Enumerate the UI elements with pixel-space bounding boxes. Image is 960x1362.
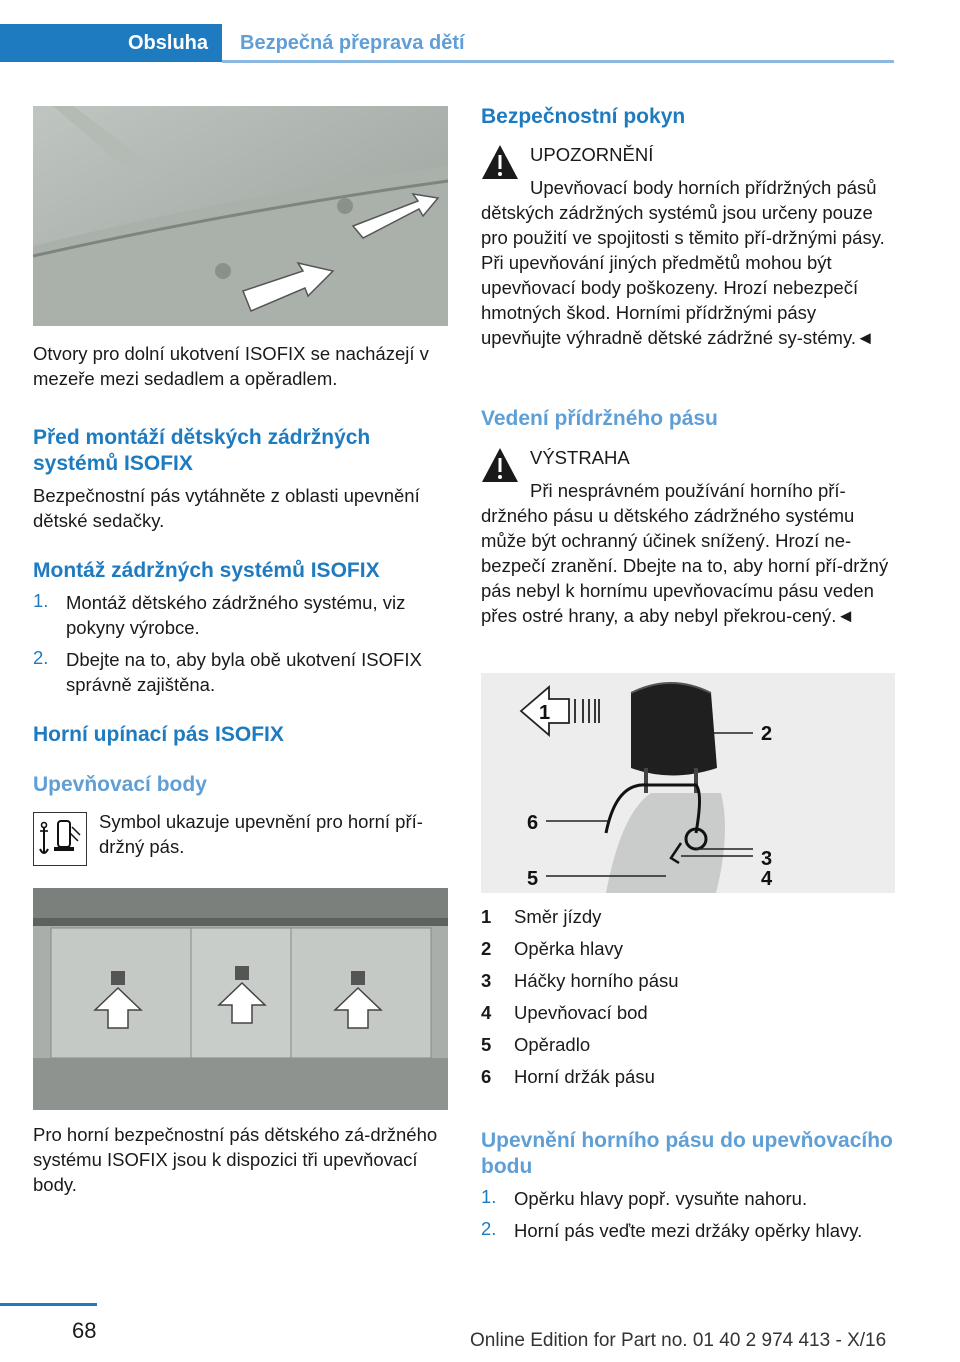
diagram-label-1: 1 [539,702,551,724]
heading-anchor-points: Upevňovací body [33,773,207,796]
list-text: Dbejte na to, aby byla obě ukotvení ISOFIX správně zajištěna. [66,649,422,695]
heading-before-install: Před montáží dětských zádržných systémů ISOFIX [33,426,371,475]
section-tab[interactable]: Obsluha [0,24,222,62]
list-text: Montáž dětského zádržného systému, viz pokyny výrobce. [66,592,406,638]
legend-text: Opěrka hlavy [514,938,623,959]
legend-item [481,938,895,964]
list-item [481,1218,901,1244]
heading-top-tether: Horní upínací pás ISOFIX [33,723,284,746]
caption-three-anchors: Pro horní bezpečnostní pás dětského zá‐držného systému ISOFIX jsou k dispozici tři upevňovací body. [33,1124,438,1195]
symbol-description: Symbol ukazuje upevnění pro horní pří‐držný pás. [99,811,423,857]
legend-number: 6 [481,1066,492,1087]
heading-install-isofix: Montáž zádržných systémů ISOFIX [33,559,380,582]
list-item [481,1186,901,1212]
list-text: Horní pás veďte mezi držáky opěrky hlavy. [514,1220,863,1241]
legend-text: Upevňovací bod [514,1002,648,1023]
list-item [33,647,453,699]
list-number: 1. [33,590,49,611]
trunk-anchor-photo [33,888,448,1110]
header-rule [222,60,894,63]
legend-text: Háčky horního pásu [514,970,679,991]
legend-number: 3 [481,970,492,991]
list-text: Opěrku hlavy popř. vysuňte nahoru. [514,1188,808,1209]
legend-text: Směr jízdy [514,906,602,927]
legend-text: Opěradlo [514,1034,591,1055]
edition-footer: Online Edition for Part no. 01 40 2 974 413 - X/16 [470,1330,887,1351]
diagram-label-3: 3 [761,848,773,870]
footer-rule [0,1303,97,1306]
warning2-text: Při nesprávném používání horního pří‐držného pásu u dětského zádržného systému může být ochranný účinek snížený. Hrozí ne‐bezpečí zranění. Dbejte na to, aby horní pří‐držný pás nebyl k hornímu upevňovacímu pásu veden přes ostré hrany, a aby nebyl překrou‐cený.◄ [481,480,889,626]
headrest-tether-diagram [481,673,895,893]
heading-belt-routing: Vedení přídržného pásu [481,407,718,430]
isofix-seat-photo [33,106,448,326]
legend-item [481,906,895,932]
list-number: 1. [481,1186,497,1207]
legend-number: 2 [481,938,492,959]
legend-number: 1 [481,906,492,927]
list-number: 2. [33,647,49,668]
diagram-legend [481,906,895,1096]
list-item [33,590,453,642]
legend-item [481,1002,895,1028]
attach-steps-list [481,1186,901,1246]
tether-symbol-icon [33,812,87,866]
legend-item [481,970,895,996]
legend-item [481,1034,895,1060]
diagram-label-4: 4 [761,868,773,890]
warning2-title: VÝSTRAHA [530,447,630,468]
page-number: 68 [72,1318,97,1343]
heading-attach-tether: Upevnění horního pásu do upevňovacího bodu [481,1129,893,1178]
diagram-label-2: 2 [761,723,773,745]
list-number: 2. [481,1218,497,1239]
warning1-text: Upevňovací body horních přídržných pásů dětských zádržných systémů jsou určeny pouze pro použití ve spojitosti s těmito pří‐držnými pásy. Při upevňování jiných předmětů mohou být upevňovací body poškozeny. Hrozí nebezpečí hmotných škod. Horními přídržnými pásy upevňujte výhradně dětské zádržné sy‐stémy.◄ [481,177,885,348]
caption-isofix-openings: Otvory pro dolní ukotvení ISOFIX se nacházejí v mezeře mezi sedadlem a opěradlem. [33,343,429,389]
page-header [0,0,960,62]
legend-number: 5 [481,1034,492,1055]
breadcrumb[interactable]: Bezpečná přeprava dětí [240,32,465,54]
legend-item [481,1066,895,1092]
para-seatbelt: Bezpečnostní pás vytáhněte z oblasti upevnění dětské sedačky. [33,485,420,531]
install-steps-list [33,590,453,700]
diagram-label-5: 5 [527,868,539,890]
legend-number: 4 [481,1002,492,1023]
legend-text: Horní držák pásu [514,1066,655,1087]
heading-safety-note: Bezpečnostní pokyn [481,105,686,128]
diagram-label-6: 6 [527,812,539,834]
warning1-title: UPOZORNĚNÍ [530,144,654,165]
